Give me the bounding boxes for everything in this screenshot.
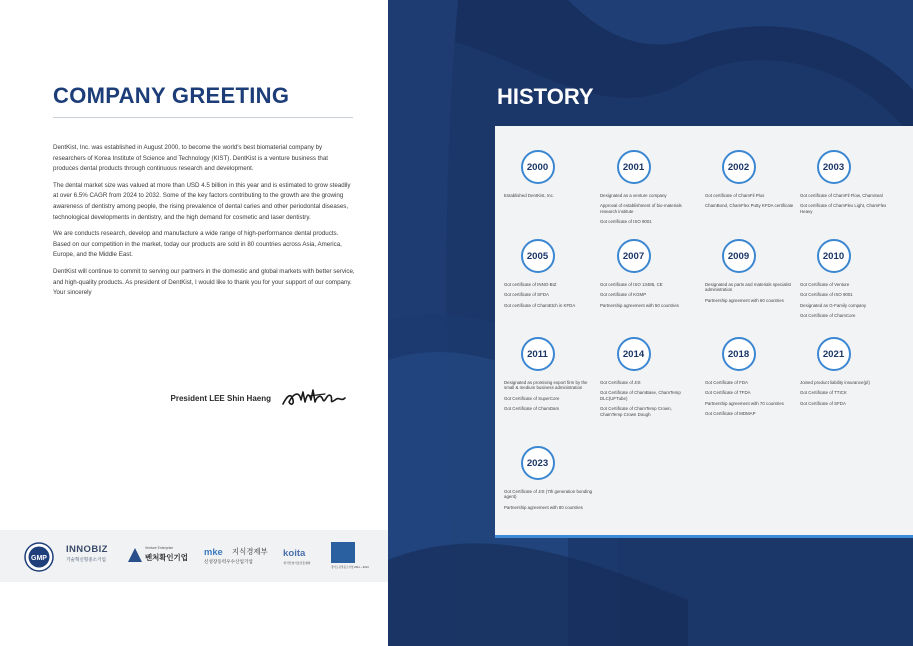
innobiz-logo [66,544,110,570]
milestone-event: Got Certificate of TTICK [800,390,847,396]
certificate-emblem-icon [331,542,355,563]
milestone-event: Got Certificate of MDMAP [705,411,756,417]
milestone-event: Got certificate of ChamFil Plus [705,193,765,198]
milestone-events [504,282,596,313]
milestone-event: Designated as a venture company [600,193,667,198]
milestone-event: Got Certificate of JIS (7th generation bonding agent) [504,489,593,500]
koita-logo-sub: 한국산업기술진흥협회 [283,561,311,565]
year-label: 2011 [527,349,548,360]
history-title: HISTORY [497,84,594,109]
greeting-body [53,143,355,299]
president-name: President LEE Shin Haeng [170,394,271,403]
milestone-event: ChamBond, ChamFlex Putty KFDA certificate [705,203,794,209]
innobiz-logo-sub: 기술혁신형중소기업 [66,557,106,562]
venture-logo-sub: Venture Enterprise [145,546,174,550]
milestone-event: Partnership agreement with 50 countries [600,302,679,308]
title-divider [53,117,353,118]
milestone-event: Got Certificate of ChamBase, ChamTemp DLC(UFTube) [600,390,681,401]
milestone-events [705,380,797,422]
milestone-events [705,282,797,308]
promising-sme-certificate-logo [331,542,369,572]
mke-logo-mark: mke [204,546,223,557]
innobiz-logo-name: INNOBIZ [66,544,108,555]
mke-logo [204,544,270,570]
year-label: 2014 [622,349,645,360]
year-circle [817,337,851,371]
mke-logo-name: 지식경제부 [232,547,268,556]
greeting-paragraph-1: DentKist, Inc. was established in August 2000, to become the world's best biomaterial company by researchers of Korea Institute of Science and Technology (KIST). DentKist is a venture business that produces dental products through continuous research and development. [53,144,329,173]
year-circle [722,150,756,184]
company-greeting-page [0,0,388,646]
greeting-paragraph-3: We are conducts research, develop and manufacture a wide range of high-performance dental products. Based on our competition in the market, today our products are sold in 80 countries across Asia, America, Europe, and the Middle East. [53,230,342,259]
milestone-events [600,282,692,313]
year-label: 2005 [526,251,549,262]
history-page [388,0,913,646]
gmp-logo-text: GMP [31,555,47,562]
certificate-logo-sub: 경기도유망중소기업 2011 ~ 2014 [331,566,369,569]
year-circle [521,446,555,480]
milestone-event: Got certificate of KGMP [600,292,647,298]
greeting-closing: Your sincerely [53,289,92,297]
year-label: 2009 [727,251,750,262]
koita-logo [281,544,313,570]
milestone-event: Got Certificate of JIS [600,380,641,385]
panel-accent-bar [495,535,913,538]
signature-row [53,386,355,410]
year-label: 2018 [727,349,750,360]
year-circle [521,150,555,184]
year-circle [617,337,651,371]
milestone-event: Designated as promising export firm by the small & medium business administration [504,380,588,391]
gmp-logo-icon [24,542,54,572]
milestone-event: Designated as parts and materials specialist administration [705,282,791,293]
handwritten-signature [279,386,351,410]
year-circle [521,337,555,371]
venture-enterprise-logo [128,544,190,570]
milestone-event: Got Certificate of TFDA [705,390,751,396]
milestone-events [504,489,596,515]
milestone-event: Got Certificate of SFDA [800,400,846,406]
milestone-event: Got certificate of ChamEtch in KFDA [504,302,576,308]
milestone-event: Partnership agreement with 80 countries [504,504,583,510]
milestone-event: Got Certificate of Venture [800,282,850,287]
milestone-event: Got certificate of INNO-BIZ [504,282,557,287]
milestone-event: Got certificate of ChamFil Flow, ChamSeal [800,193,883,198]
koita-logo-name: koita [283,548,306,559]
milestone-event: Got certificate of ISO 9001 [600,219,652,225]
year-label: 2021 [822,349,845,360]
milestone-event: Got Certificate of SuperCore [504,395,560,401]
milestone-event: Got Certificate of ChamCore [800,313,856,319]
milestone-events [705,193,797,214]
greeting-paragraph-2: The dental market size was valued at more than USD 4.5 billion in this year and is estimated to grow steadily at over 6.5% CAGR from 2024 to 2032. Some of the key factors contributing to the growth are the growing awareness of dentistry among people, the rising prevalence of dental caries and other periodontal diseases, technological developments in dentistry, and the high demand for cosmetic and laser dentistry. [53,181,351,221]
year-label: 2010 [822,251,845,262]
greeting-paragraph-4: DentKist will continue to commit to serving our partners in the domestic and global markets with better service, and high-quality products. As president of DentKist, I would like to thank you for your support of our company. [53,267,355,286]
year-circle [722,337,756,371]
milestone-event: Got certificate of ISO 13485, CE [600,282,663,287]
certification-logo-strip [0,530,388,582]
milestone-event: Joined product liability insurance(pl) [800,380,870,385]
milestone-event: Got certificate of SFDA [504,292,549,298]
year-label: 2000 [526,162,549,173]
venture-logo-name: 벤처확인기업 [145,553,188,562]
year-label: 2007 [622,251,645,262]
greeting-title: COMPANY GREETING [53,83,290,108]
milestone-event: Got Certificate of FDA [705,380,748,385]
venture-triangle-icon [128,548,142,562]
milestone-events [800,193,892,219]
milestone-events [504,380,596,417]
history-timeline-panel [495,126,913,538]
year-label: 2001 [622,162,645,173]
year-label: 2002 [727,162,750,173]
milestone-events [504,193,596,203]
year-circle [722,239,756,273]
year-circle [521,239,555,273]
mke-logo-sub: 신성장동력우수산업기업 [204,559,253,564]
milestone-event: Got Certificate of ChamDam [504,406,560,412]
milestone-events [800,282,892,324]
milestone-event: Got certificate of ChamFlex Light, ChamFlex Heavy [800,203,887,214]
year-label: 2023 [526,458,549,469]
milestone-event: Established DentKist, Inc. [504,193,555,198]
year-circle [817,150,851,184]
year-label: 2003 [822,162,845,173]
milestone-event: Got Certificate of ISO 9001 [800,292,853,298]
milestone-events [600,380,692,422]
milestone-events [600,193,692,230]
milestone-event: Approval of establishment of bio-materials research institute [600,203,682,214]
milestone-events [800,380,892,411]
year-circle [617,150,651,184]
year-circle [817,239,851,273]
milestone-event: Partnership agreement with 60 countries [705,297,784,303]
milestone-event: Designated as G-Family company [800,302,867,308]
year-circle [617,239,651,273]
milestone-event: Got Certificate of ChamTemp Crown, ChamTemp Crown Dough [600,406,672,417]
milestone-event: Partnership agreement with 70 countries [705,400,784,406]
